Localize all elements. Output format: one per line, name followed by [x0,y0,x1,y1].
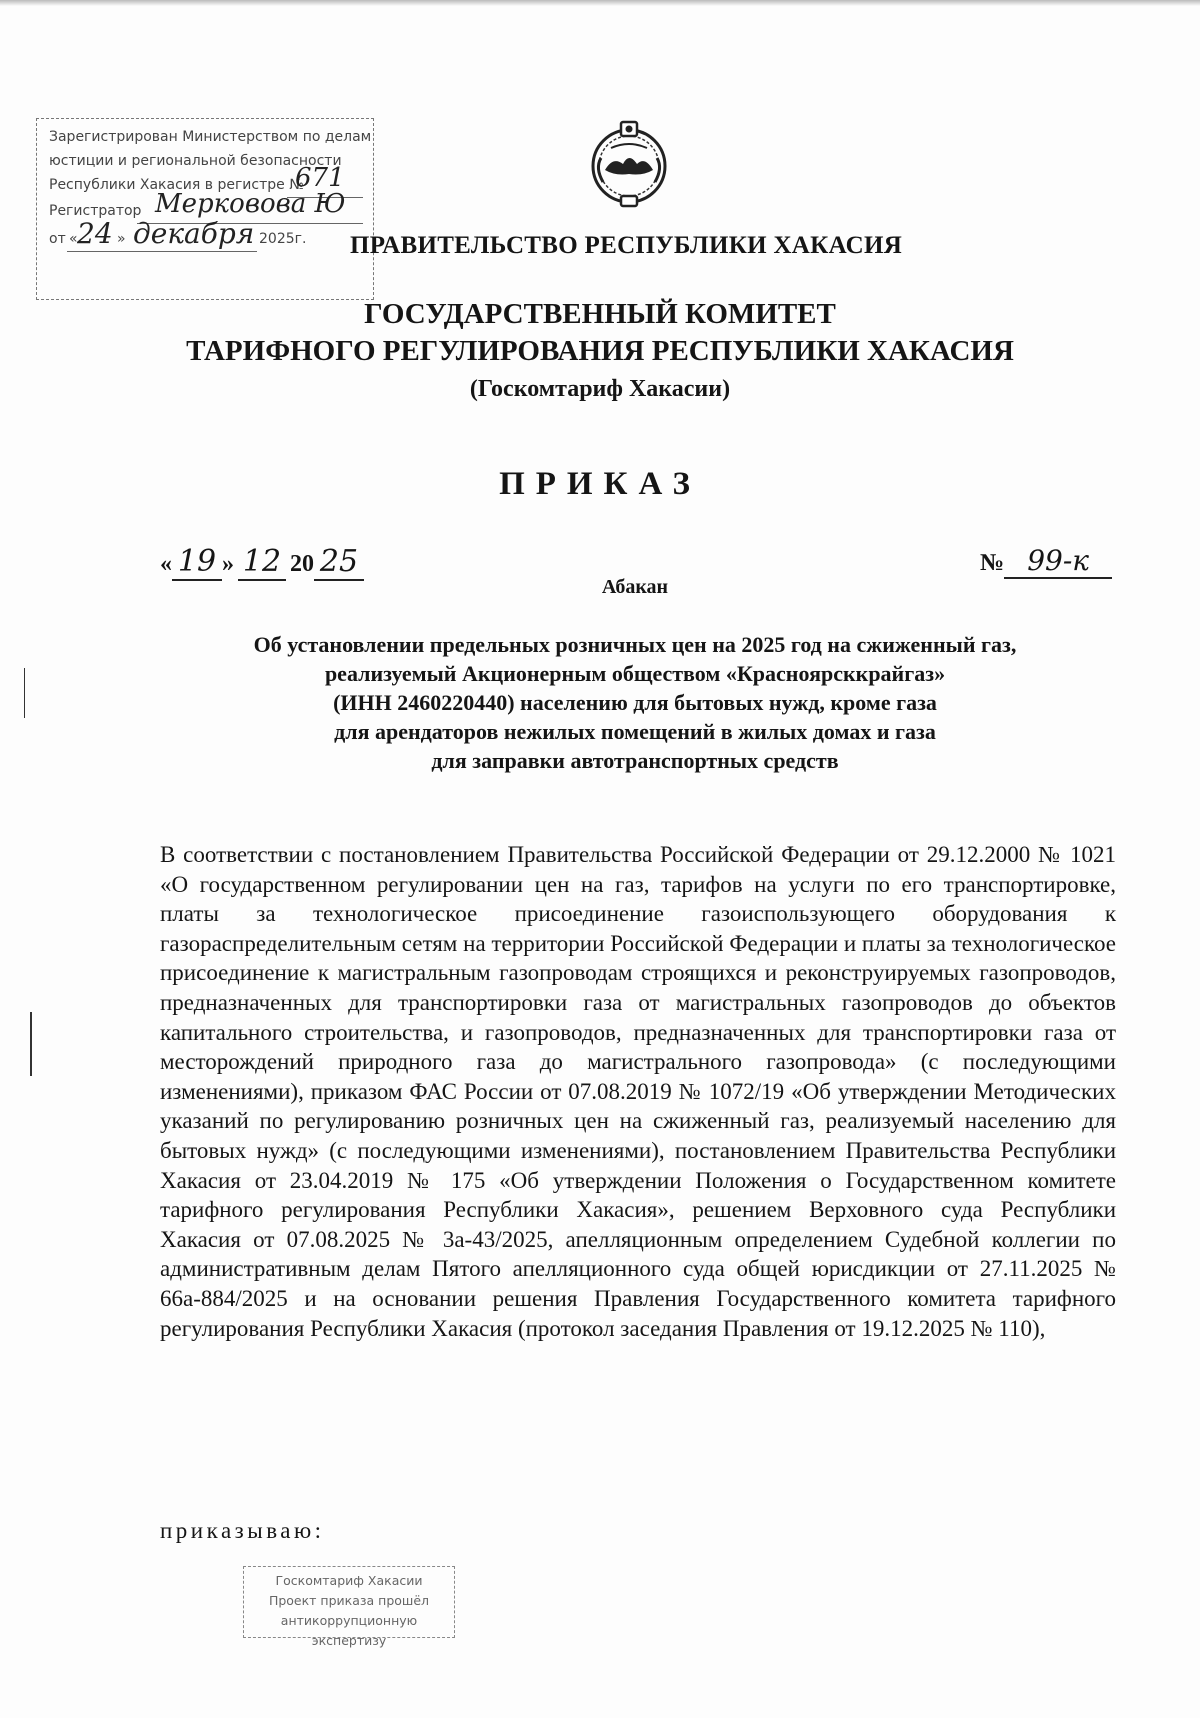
registration-month: декабря [133,217,255,250]
anticorruption-stamp-line-3: антикоррупционную экспертизу [280,1613,418,1648]
subject-line-2: реализуемый Акционерным обществом «Красноярсккрайгаз» [324,661,946,686]
closing-word: приказываю: [160,1518,325,1543]
registration-stamp-line-4: Регистратор [49,203,142,219]
date-month: 12 [238,544,286,581]
registration-stamp: Зарегистрирован Министерством по делам юстиции и региональной безопасности Республики Хакасия в регистре № 671 Регистратор Мерковова Ю от « 24 » декабря 2025г. [36,118,374,300]
registration-stamp-line-3: Республики Хакасия в регистре № [49,177,304,193]
registration-year: 2025г. [259,231,307,247]
body-paragraph: В соответствии с постановлением Правительства Российской Федерации от 29.12.2000 № 1021 «О государственном регулировании цен на газ, тарифов на услуги по его транспортировке, платы за технологическое присоединение газоиспользующего оборудования к газораспределительным сетям на территории Российской Федерации и платы за технологическое присоединение к магистральным газопроводам строящихся и реконструируемых газопроводов, предназначенных для транспортировки газа от магистральных газопроводов до объектов капитального строительства, и газопроводов, предназначенных для транспортировки газа от месторождений природного газа до магистрального газопровода» (с последующими изменениями), приказом ФАС России от 07.08.2019 № 1072/19 «Об утверждении Методических указаний по регулированию розничных цен на сжиженный газ, реализуемый населению для бытовых нужд» (с последующими изменениями), постановлением Правительства Республики Хакасия от 23.04.2019 № 175 «Об утверждении Положения о Государственном комитете тарифного регулирования Республики Хакасия», решением Верховного суда Республики Хакасия от 07.08.2025 № 3а-43/2025, апелляционным определением Судебной коллегии по административным делам Пятого апелляционного суда общей юрисдикции от 27.11.2025 № 66а-884/2025 и на основании решения Правления Государственного комитета тарифного регулирования Республики Хакасия (протокол заседания Правления от 19.12.2025 № 110), [160,842,1116,1341]
republic-emblem [583,118,675,210]
subject-line-5: для заправки автотранспортных средств [431,748,839,773]
registration-number: 671 [295,163,345,193]
document-number-value: 99-к [1004,544,1112,579]
registration-stamp-line-2: юстиции и региональной безопасности [49,153,342,169]
committee-title-line-1: ГОСУДАРСТВЕННЫЙ КОМИТЕТ [364,298,836,330]
document-type: ПРИКАЗ [499,466,701,502]
document-number: № 99-к [980,544,1112,579]
committee-short-name: (Госкомтариф Хакасии) [469,376,731,402]
subject-line-3: (ИНН 2460220440) населению для бытовых нужд, кроме газа [333,690,937,715]
anticorruption-stamp [243,1566,455,1648]
margin-mark [30,1012,32,1076]
scan-edge [0,0,1200,6]
subject-line-4: для арендаторов нежилых помещений в жилых домах и газа [334,719,936,744]
date-year-prefix: 20 [290,551,314,577]
anticorruption-stamp-line-2: Проект приказа прошёл [268,1593,430,1608]
committee-title-line-2: ТАРИФНОГО РЕГУЛИРОВАНИЯ РЕСПУБЛИКИ ХАКАСИЯ [186,335,1014,367]
date-year-suffix: 25 [314,544,364,581]
date-day: 19 [172,544,222,581]
registration-stamp-line-1: Зарегистрирован Министерством по делам [49,129,372,145]
anticorruption-stamp-line-1: Госкомтариф Хакасии [275,1573,423,1588]
registration-day: 24 [77,217,113,250]
registration-stamp-line-5: от [49,231,66,247]
registrar-signature: Мерковова Ю [155,189,346,219]
subject-line-1: Об установлении предельных розничных цен на 2025 год на сжиженный газ, [253,632,1017,657]
document-city: Абакан [601,576,669,598]
document-date: « 19 » 12 20 25 [160,544,364,581]
government-title: ПРАВИТЕЛЬСТВО РЕСПУБЛИКИ ХАКАСИЯ [350,232,903,259]
document-subject [160,630,1110,775]
margin-mark [24,668,25,718]
